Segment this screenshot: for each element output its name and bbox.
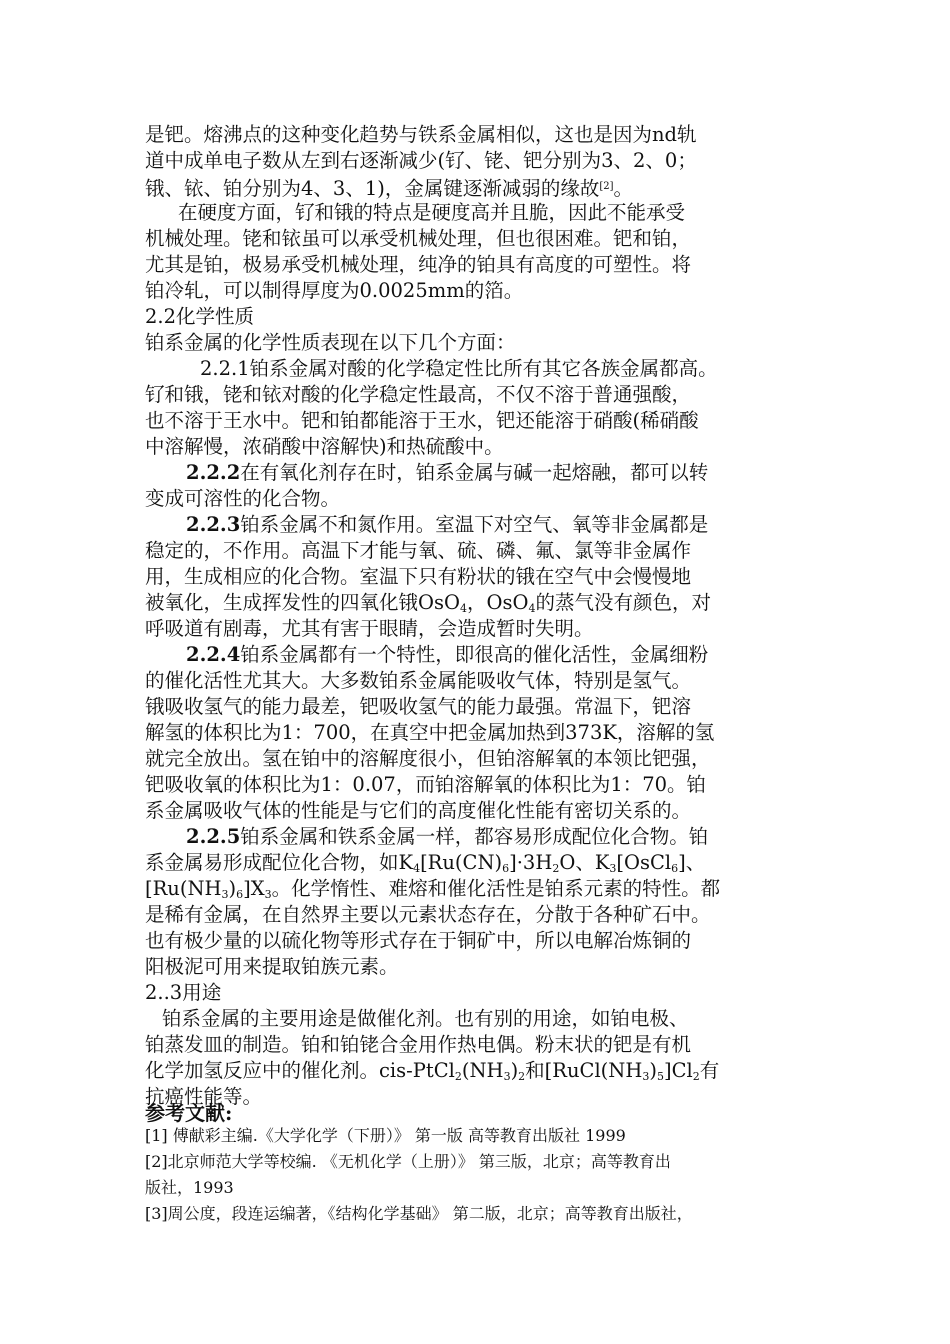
text-line: 铂系金属的主要用途是做催化剂。也有别的用途，如铂电极、 <box>162 1007 689 1030</box>
text-line: 2.2.3铂系金属不和氮作用。室温下对空气、氧等非金属都是 <box>186 513 709 536</box>
text-line: 系金属易形成配位化合物，如$K_4[Ru(CN)_6]\cdot 3H_2O$、$K_3[OsCl_6]$、 <box>145 851 706 875</box>
text-line: 稳定的，不作用。高温下才能与氧、硫、磷、氟、氯等非金属作 <box>145 539 692 562</box>
subsection-number: 2.2.2 <box>186 461 241 484</box>
text-line: 也有极少量的以硫化物等形式存在于铜矿中，所以电解冶炼铜的 <box>145 929 692 952</box>
subsection-number: 2.2.4 <box>186 643 241 666</box>
text-line: 被氧化，生成挥发性的四氧化锇OsO$_4$，OsO$_4$的蒸气没有颜色，对 <box>145 591 711 615</box>
text-line: 也不溶于王水中。钯和铂都能溶于王水，钯还能溶于硝酸(稀硝酸 <box>145 409 699 432</box>
text-line: 铂蒸发皿的制造。铂和铂铑合金用作热电偶。粉末状的钯是有机 <box>145 1033 692 1056</box>
text-line: 就完全放出。氢在铂中的溶解度很小，但铂溶解氧的本领比钯强， <box>145 747 711 770</box>
text-line: 是稀有金属，在自然界主要以元素状态存在，分散于各种矿石中。 <box>145 903 711 926</box>
reference-item: [3]周公度，段连运编著，《结构化学基础》 第二版，北京；高等教育出版社， <box>145 1204 693 1223</box>
reference-item: 版社，1993 <box>145 1178 234 1197</box>
text-line: 尤其是铂，极易承受机械处理，纯净的铂具有高度的可塑性。将 <box>145 253 692 276</box>
text-line: 2.2.1铂系金属对酸的化学稳定性比所有其它各族金属都高。 <box>200 357 718 380</box>
text-line: 铂系金属的化学性质表现在以下几个方面： <box>145 331 516 354</box>
text-line: 变成可溶性的化合物。 <box>145 487 341 510</box>
text-line: 的催化活性尤其大。大多数铂系金属能吸收气体，特别是氢气。 <box>145 669 692 692</box>
text-line: 化学加氢反应中的催化剂。cis-$PtCl_2(NH_3)_2$和$[RuCl(NH_3)_5]Cl_2$有 <box>145 1059 720 1083</box>
citation-mark: [2] <box>599 181 614 192</box>
text-line: 2.2.4铂系金属都有一个特性，即很高的催化活性，金属细粉 <box>186 643 709 666</box>
subsection-number: 2.2.3 <box>186 513 241 536</box>
text-line: 道中成单电子数从左到右逐渐减少(钌、铑、钯分别为3、2、0； <box>145 149 697 172</box>
section-heading: 2.2化学性质 <box>145 305 255 328</box>
subsection-number: 2.2.5 <box>186 825 241 848</box>
text-line: 锇吸收氢气的能力最差，钯吸收氢气的能力最强。常温下，钯溶 <box>145 695 692 718</box>
references-heading: 参考文献: <box>145 1101 233 1125</box>
text-line: 钯吸收氧的体积比为1：0.07，而铂溶解氧的体积比为1：70。铂 <box>145 773 707 796</box>
text-line: 阳极泥可用来提取铂族元素。 <box>145 955 399 978</box>
text-line: 在硬度方面，钌和锇的特点是硬度高并且脆，因此不能承受 <box>178 201 686 224</box>
text-line: 锇、铱、铂分别为4、3、1)，金属键逐渐减弱的缘故[2]。 <box>145 177 634 200</box>
text-line: 钌和锇，铑和铱对酸的化学稳定性最高，不仅不溶于普通强酸， <box>145 383 692 406</box>
reference-item: [2]北京师范大学等校编. 《无机化学（上册）》 第三版，北京；高等教育出 <box>145 1152 671 1171</box>
text-line: 解氢的体积比为1：700，在真空中把金属加热到373K，溶解的氢 <box>145 721 715 744</box>
text-line: 铂冷轧，可以制得厚度为0.0025mm的箔。 <box>145 279 524 302</box>
text-line: $[Ru(NH_3)_6]X_3$。化学惰性、难熔和催化活性是铂系元素的特性。都 <box>145 877 721 901</box>
text-line: 是钯。熔沸点的这种变化趋势与铁系金属相似，这也是因为nd轨 <box>145 123 697 146</box>
text-line: 中溶解慢，浓硝酸中溶解快)和热硫酸中。 <box>145 435 504 458</box>
text-line: 呼吸道有剧毒，尤其有害于眼睛，会造成暂时失明。 <box>145 617 594 640</box>
text-line: 2.2.2在有氧化剂存在时，铂系金属与碱一起熔融，都可以转 <box>186 461 709 484</box>
text-line: 抗癌性能等。 <box>145 1085 263 1108</box>
section-heading: 2..3用途 <box>145 981 222 1004</box>
text-line: 用，生成相应的化合物。室温下只有粉状的锇在空气中会慢慢地 <box>145 565 692 588</box>
reference-item: [1] 傅献彩主编.《大学化学（下册）》 第一版 高等教育出版社 1999 <box>145 1126 626 1145</box>
text-line: 系金属吸收气体的性能是与它们的高度催化性能有密切关系的。 <box>145 799 692 822</box>
text-line: 机械处理。铑和铱虽可以承受机械处理，但也很困难。钯和铂， <box>145 227 692 250</box>
text-line: 2.2.5铂系金属和铁系金属一样，都容易形成配位化合物。铂 <box>186 825 709 848</box>
